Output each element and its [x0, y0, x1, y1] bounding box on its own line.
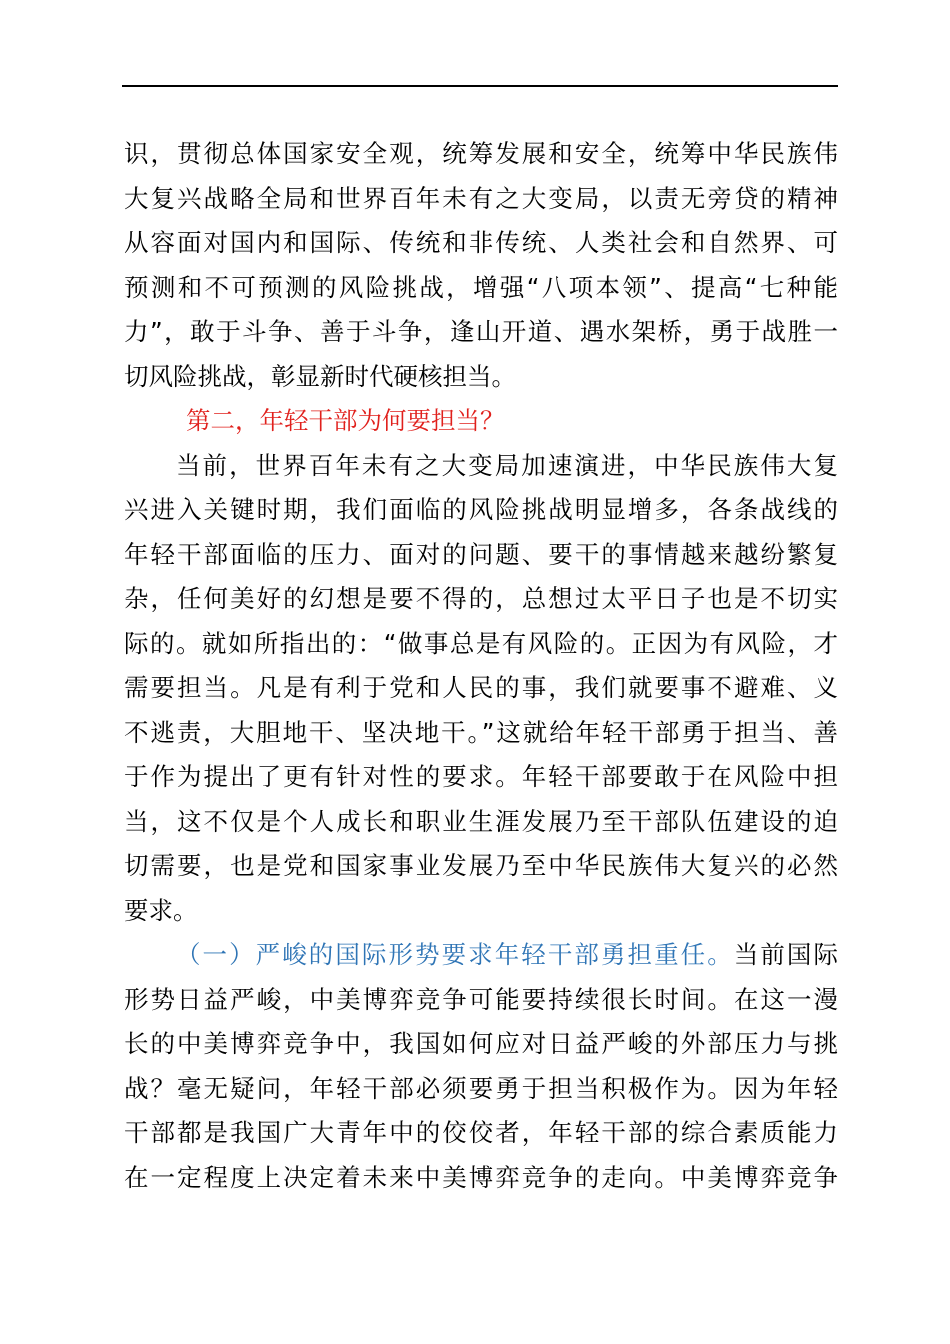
text-line: 当前，世界百年未有之大变局加速演进，中华民族伟大复 — [176, 450, 838, 480]
text-line: 切需要，也是党和国家事业发展乃至中华民族伟大复兴的必然 — [124, 851, 838, 880]
text-line: 年轻干部面临的压力、面对的问题、要干的事情越来越纷繁复 — [124, 539, 838, 569]
text-line: 预测和不可预测的风险挑战，增强“八项本领”、提高“七种能 — [124, 272, 838, 302]
text-line: 干部都是我国广大青年中的佼佼者，年轻干部的综合素质能力 — [124, 1118, 838, 1147]
paragraph-3 — [124, 933, 838, 1200]
text-line: 杂，任何美好的幻想是要不得的，总想过太平日子也是不切实 — [124, 584, 838, 613]
text-line: 识，贯彻总体国家安全观，统筹发展和安全，统筹中华民族伟 — [124, 139, 838, 168]
section-heading: 第二，年轻干部为何要担当？ — [186, 406, 505, 435]
text-line: 兴进入关键时期，我们面临的风险挑战明显增多，各条战线的 — [124, 495, 838, 524]
text-line: 需要担当。凡是有利于党和人民的事，我们就要事不避难、义 — [124, 673, 838, 702]
text-line: 在一定程度上决定着未来中美博弈竞争的走向。中美博弈竞争 — [124, 1162, 838, 1192]
text-fragment: 当前国际 — [733, 940, 838, 969]
text-line: 从容面对国内和国际、传统和非传统、人类社会和自然界、可 — [124, 228, 838, 257]
header-rule — [122, 85, 838, 87]
text-line: 要求。 — [124, 895, 198, 925]
text-line: 切风险挑战，彰显新时代硬核担当。 — [124, 361, 516, 391]
text-line: 不逃责，大胆地干、坚决地干。”这就给年轻干部勇于担当、善 — [124, 717, 838, 747]
text-line — [124, 933, 838, 978]
text-line: 战？毫无疑问，年轻干部必须要勇于担当积极作为。因为年轻 — [124, 1073, 838, 1103]
text-line: 形势日益严峻，中美博弈竞争可能要持续很长时间。在这一漫 — [124, 984, 838, 1014]
paragraph-2 — [124, 444, 838, 934]
paragraph-1 — [124, 132, 838, 399]
text-line: 力”，敢于斗争、善于斗争，逢山开道、遇水架桥，勇于战胜一 — [124, 317, 838, 346]
text-line: 大复兴战略全局和世界百年未有之大变局，以责无旁贷的精神 — [124, 183, 838, 213]
sub-heading: （一）严峻的国际形势要求年轻干部勇担重任。 — [176, 940, 734, 969]
text-line: 当，这不仅是个人成长和职业生涯发展乃至干部队伍建设的迫 — [124, 806, 838, 836]
text-line: 际的。就如所指出的：“做事总是有风险的。正因为有风险，才 — [124, 628, 838, 658]
text-line: 于作为提出了更有针对性的要求。年轻干部要敢于在风险中担 — [124, 762, 838, 791]
text-line: 长的中美博弈竞争中，我国如何应对日益严峻的外部压力与挑 — [124, 1029, 838, 1058]
document-body — [124, 132, 838, 1200]
